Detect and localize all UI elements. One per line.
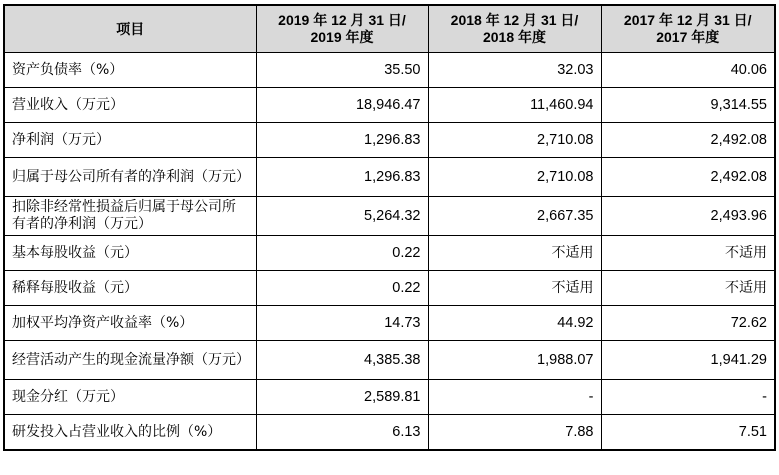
row-label: 研发投入占营业收入的比例（%）: [4, 415, 256, 451]
value-2017: 1,941.29: [601, 341, 775, 380]
header-2018-line2: 2018 年度: [482, 29, 547, 45]
value-2017: 7.51: [601, 415, 775, 451]
value-2019: 0.22: [256, 236, 428, 271]
value-2017: 40.06: [601, 53, 775, 88]
table-row: [4, 306, 775, 341]
header-row: [4, 5, 775, 53]
value-2019: 5,264.32: [256, 197, 428, 236]
header-2017: [601, 5, 775, 53]
header-item-label: 项目: [116, 20, 145, 37]
table-row: [4, 271, 775, 306]
table-row: [4, 158, 775, 197]
value-2018: 32.03: [428, 53, 601, 88]
value-2018: 7.88: [428, 415, 601, 451]
value-2017: 2,493.96: [601, 197, 775, 236]
header-2019: [256, 5, 428, 53]
value-2019: 14.73: [256, 306, 428, 341]
row-label: 营业收入（万元）: [4, 88, 256, 123]
value-2019: 1,296.83: [256, 123, 428, 158]
value-2018: 1,988.07: [428, 341, 601, 380]
value-2018: -: [428, 380, 601, 415]
value-2019: 1,296.83: [256, 158, 428, 197]
header-2017-line2: 2017 年度: [656, 29, 720, 45]
value-2017: 72.62: [601, 306, 775, 341]
header-2019-line2: 2019 年度: [310, 29, 374, 45]
table-row: [4, 88, 775, 123]
value-2018: 2,710.08: [428, 123, 601, 158]
header-2019-line1: 2019 年 12 月 31 日/: [278, 12, 406, 28]
financial-indicators-table: [3, 4, 776, 451]
row-label: 加权平均净资产收益率（%）: [4, 306, 256, 341]
value-2019: 35.50: [256, 53, 428, 88]
value-2017: -: [601, 380, 775, 415]
value-2017: 9,314.55: [601, 88, 775, 123]
value-2019: 6.13: [256, 415, 428, 451]
row-label: 基本每股收益（元）: [4, 236, 256, 271]
value-2018: 11,460.94: [428, 88, 601, 123]
table-row: [4, 341, 775, 380]
value-2018: 2,710.08: [428, 158, 601, 197]
value-2018: 2,667.35: [428, 197, 601, 236]
header-2018: [428, 5, 601, 53]
header-2018-line1: 2018 年 12 月 31 日/: [450, 12, 579, 28]
table-row: [4, 197, 775, 236]
value-2017: 2,492.08: [601, 158, 775, 197]
row-label: 净利润（万元）: [4, 123, 256, 158]
value-2019: 0.22: [256, 271, 428, 306]
value-2018: 44.92: [428, 306, 601, 341]
header-2017-line1: 2017 年 12 月 31 日/: [623, 12, 752, 28]
table-row: [4, 380, 775, 415]
row-label: 资产负债率（%）: [4, 53, 256, 88]
table-row: [4, 53, 775, 88]
value-2018: 不适用: [428, 271, 601, 306]
table-row: [4, 236, 775, 271]
row-label: 归属于母公司所有者的净利润（万元）: [4, 158, 256, 197]
value-2017: 2,492.08: [601, 123, 775, 158]
value-2019: 4,385.38: [256, 341, 428, 380]
row-label: 现金分红（万元）: [4, 380, 256, 415]
value-2017: 不适用: [601, 236, 775, 271]
value-2018: 不适用: [428, 236, 601, 271]
row-label: 扣除非经常性损益后归属于母公司所有者的净利润（万元）: [4, 197, 256, 236]
table-row: [4, 415, 775, 451]
value-2017: 不适用: [601, 271, 775, 306]
header-item: [4, 5, 256, 53]
value-2019: 2,589.81: [256, 380, 428, 415]
row-label: 经营活动产生的现金流量净额（万元）: [4, 341, 256, 380]
value-2019: 18,946.47: [256, 88, 428, 123]
table-row: [4, 123, 775, 158]
row-label: 稀释每股收益（元）: [4, 271, 256, 306]
